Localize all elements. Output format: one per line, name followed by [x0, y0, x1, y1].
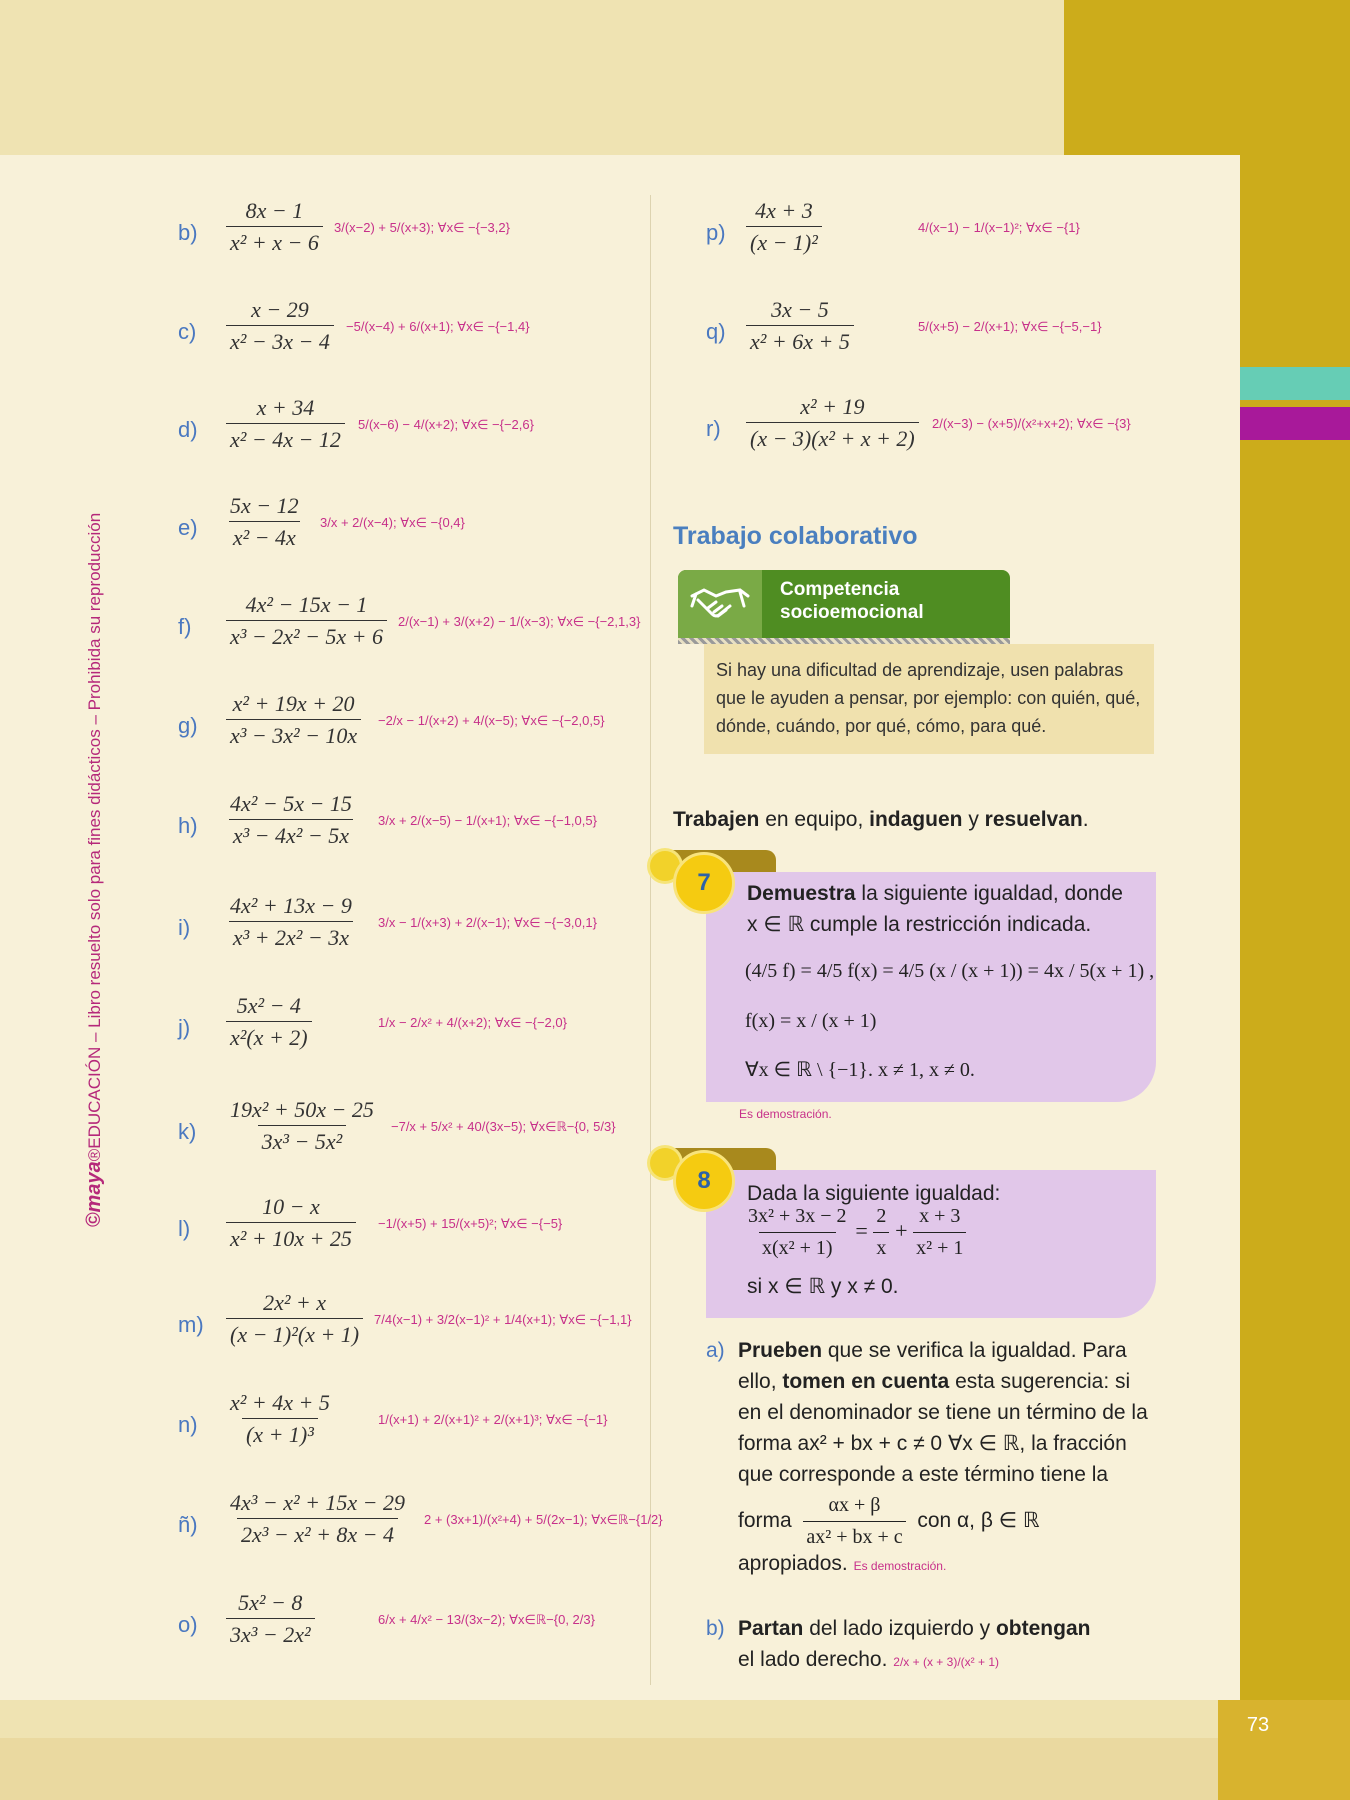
plus-sign: + [895, 1218, 914, 1244]
fraction-denominator: (x − 1)² [746, 226, 822, 256]
item-a-text [738, 1335, 1158, 1490]
fraction-numerator: 5x² − 4 [236, 993, 301, 1018]
exercise-answer: 3/x + 2/(x−5) − 1/(x+1); ∀x∈ −{−1,0,5} [378, 813, 597, 828]
maya-logo-text: ©maya [83, 1161, 105, 1228]
exercise-fraction [226, 1390, 334, 1448]
exercise-label: h) [178, 813, 198, 838]
fraction-numerator: 4x² − 15x − 1 [245, 592, 368, 617]
item-a-end [738, 1548, 1138, 1582]
exercise-label: n) [178, 1412, 198, 1437]
item-a-keyword: tomen en cuenta [782, 1370, 950, 1393]
rhs-fraction-2 [913, 1201, 966, 1264]
fraction-denominator: x² − 4x − 12 [226, 423, 345, 453]
lhs-fraction [745, 1201, 850, 1264]
exercise-label: o) [178, 1612, 198, 1637]
fraction-denominator: 3x³ − 5x² [258, 1125, 347, 1155]
exercise-fraction [746, 394, 919, 452]
exercise-answer: 2/(x−3) − (x+5)/(x²+x+2); ∀x∈ −{3} [932, 416, 1131, 431]
exercise-label: r) [706, 416, 721, 441]
fraction-numerator: 5x² − 8 [238, 1590, 303, 1615]
team-instruction [673, 808, 1089, 832]
form-word: forma [738, 1509, 792, 1533]
fraction-denominator: x³ − 4x² − 5x [229, 819, 353, 849]
fraction-denominator: x² + x − 6 [226, 226, 323, 256]
general-fraction [803, 1490, 905, 1553]
activity-7-domain: ∀x ∈ ℝ \ {−1}. x ≠ 1, x ≠ 0. [745, 1059, 975, 1081]
fraction-numerator: x² + 4x + 5 [230, 1390, 330, 1415]
exercise-fraction [226, 297, 334, 355]
item-a-text2: esta sugerencia: si en el denominador se tiene un término de la forma ax² + bx + c ≠ 0 ∀x ∈ ℝ, la fracción que corresponde a este término tiene la [738, 1370, 1148, 1486]
activity-8-intro: Dada la siguiente igualdad: [747, 1182, 1001, 1205]
rhs1-denominator: x [873, 1232, 889, 1264]
copyright-notice: ®EDUCACIÓN – Libro resuelto solo para fines didácticos – Prohibida su reproducción [85, 512, 104, 1162]
activity-8-equality [745, 1201, 1145, 1264]
competencia-title: Competencia socioemocional [780, 579, 924, 623]
item-a-end-text: apropiados. [738, 1552, 848, 1575]
rhs1-numerator: 2 [876, 1205, 887, 1227]
rhs2-denominator: x² + 1 [913, 1232, 966, 1264]
exercise-label: l) [178, 1216, 191, 1241]
item-b-text2: el lado derecho. [738, 1648, 888, 1671]
general-numerator: αx + β [828, 1494, 881, 1516]
fraction-denominator: 2x³ − x² + 8x − 4 [237, 1518, 398, 1548]
fraction-denominator: x² − 3x − 4 [226, 325, 334, 355]
fraction-denominator: x² − 4x [229, 521, 300, 551]
lhs-numerator: 3x² + 3x − 2 [748, 1205, 847, 1227]
item-b-verb: Partan [738, 1617, 804, 1640]
teal-section-tab [1240, 367, 1350, 400]
exercise-answer: 3/x + 2/(x−4); ∀x∈ −{0,4} [320, 515, 465, 530]
fraction-denominator: x³ − 3x² − 10x [226, 719, 361, 749]
item-b-label: b) [706, 1617, 725, 1640]
page-number: 73 [1246, 1714, 1270, 1736]
item-a-label: a) [706, 1339, 725, 1362]
fraction-numerator: x − 29 [251, 297, 309, 322]
exercise-label: c) [178, 319, 197, 344]
exercise-label: e) [178, 515, 198, 540]
activity-7-text1: la siguiente igualdad, donde [855, 882, 1123, 905]
fraction-denominator: (x − 3)(x² + x + 2) [746, 422, 919, 452]
activity-7-text2: x ∈ ℝ cumple la restricción indicada. [747, 913, 1092, 936]
exercise-label: ñ) [178, 1512, 198, 1537]
exercise-fraction [226, 395, 345, 453]
exercise-answer: 5/(x+5) − 2/(x+1); ∀x∈ −{−5,−1} [918, 319, 1102, 334]
exercise-label: k) [178, 1119, 197, 1144]
magenta-section-tab [1240, 407, 1350, 440]
exercise-fraction [226, 1194, 356, 1252]
activity-8-condition: si x ∈ ℝ y x ≠ 0. [747, 1275, 899, 1298]
exercise-answer: 6/x + 4/x² − 13/(3x−2); ∀x∈ℝ−{0, 2/3} [378, 1612, 595, 1627]
rhs2-numerator: x + 3 [919, 1205, 961, 1227]
activity-7-function: f(x) = x / (x + 1) [745, 1010, 877, 1032]
exercise-fraction [746, 198, 822, 256]
exercise-fraction [226, 198, 323, 256]
fraction-denominator: (x − 1)²(x + 1) [226, 1318, 363, 1348]
gold-side-strip [1240, 355, 1350, 1700]
exercise-label: f) [178, 614, 192, 639]
exercise-label: m) [178, 1312, 204, 1337]
exercise-fraction [226, 1490, 409, 1548]
fraction-numerator: x + 34 [256, 395, 315, 420]
exercise-fraction [226, 1590, 315, 1648]
instruction-keyword: indaguen [869, 808, 963, 831]
fraction-numerator: 2x² + x [263, 1290, 327, 1315]
exercise-answer: 1/x − 2/x² + 4/(x+2); ∀x∈ −{−2,0} [378, 1015, 567, 1030]
instruction-text: en equipo, [759, 808, 870, 831]
exercise-fraction [746, 297, 854, 355]
exercise-label: d) [178, 417, 198, 442]
column-divider [650, 195, 651, 1685]
fraction-numerator: 3x − 5 [771, 297, 829, 322]
fraction-numerator: 4x² + 13x − 9 [230, 893, 352, 918]
exercise-label: g) [178, 713, 198, 738]
competencia-tip: Si hay una dificultad de aprendizaje, usen palabras que le ayuden a pensar, por ejemplo: con quién, qué, dónde, cuándo, por qué, cómo, para qué. [704, 644, 1154, 754]
exercise-fraction [226, 493, 303, 551]
exercise-answer: 7/4(x−1) + 3/2(x−1)² + 1/4(x+1); ∀x∈ −{−1,1} [374, 1312, 632, 1327]
exercise-fraction [226, 1097, 378, 1155]
instruction-text: . [1082, 808, 1089, 831]
exercise-fraction [226, 1290, 363, 1348]
bottom-band [0, 1738, 1350, 1800]
exercise-fraction [226, 691, 361, 749]
item-a-verb: Prueben [738, 1339, 823, 1362]
exercise-answer: −5/(x−4) + 6/(x+1); ∀x∈ −{−1,4} [346, 319, 530, 334]
activity-7-verb: Demuestra [747, 882, 856, 905]
item-b-text1: del lado izquierdo y [803, 1617, 996, 1640]
rhs-fraction-1 [873, 1201, 889, 1264]
fraction-numerator: x² + 19 [800, 394, 865, 419]
top-band [0, 0, 1064, 155]
exercise-label: i) [178, 915, 191, 940]
lhs-denominator: x(x² + 1) [759, 1232, 836, 1264]
exercise-answer: 2/(x−1) + 3/(x+2) − 1/(x−3); ∀x∈ −{−2,1,3} [398, 614, 641, 629]
activity-7-equation: (4/5 f) = 4/5 f(x) = 4/5 (x / (x + 1)) = 4x / 5(x + 1) , [745, 960, 1155, 982]
exercise-answer: −1/(x+5) + 15/(x+5)²; ∀x∈ −{−5} [378, 1216, 563, 1231]
fraction-denominator: x² + 6x + 5 [746, 325, 854, 355]
exercise-fraction [226, 791, 356, 849]
exercise-answer: 2 + (3x+1)/(x²+4) + 5/(2x−1); ∀x∈ℝ−{1/2} [424, 1512, 663, 1527]
item-a-form [738, 1490, 1158, 1553]
equals-sign: = [855, 1218, 874, 1244]
item-b-answer-note: 2/x + (x + 3)/(x² + 1) [893, 1655, 999, 1669]
exercise-answer: 1/(x+1) + 2/(x+1)² + 2/(x+1)³; ∀x∈ −{−1} [378, 1412, 608, 1427]
general-denominator: ax² + bx + c [803, 1521, 905, 1553]
instruction-keyword: resuelvan [984, 808, 1083, 831]
item-b-text [738, 1613, 1158, 1678]
fraction-denominator: x² + 10x + 25 [226, 1222, 356, 1252]
exercise-answer: −2/x − 1/(x+2) + 4/(x−5); ∀x∈ −{−2,0,5} [378, 713, 605, 728]
exercise-fraction [226, 993, 312, 1051]
fraction-numerator: 4x + 3 [755, 198, 813, 223]
form-condition: con α, β ∈ ℝ [917, 1509, 1040, 1533]
activity-7-number: 7 [673, 852, 735, 914]
section-heading: Trabajo colaborativo [673, 522, 918, 550]
fraction-numerator: 4x³ − x² + 15x − 29 [230, 1490, 406, 1515]
fraction-denominator: x³ − 2x² − 5x + 6 [226, 620, 387, 650]
fraction-denominator: (x + 1)³ [242, 1418, 318, 1448]
copyright-side-text [83, 420, 113, 1320]
fraction-numerator: 8x − 1 [245, 198, 304, 223]
instruction-keyword: Trabajen [673, 808, 760, 831]
fraction-denominator: x²(x + 2) [226, 1021, 312, 1051]
exercise-answer: 3/(x−2) + 5/(x+3); ∀x∈ −{−3,2} [334, 220, 510, 235]
instruction-text: y [962, 808, 985, 831]
item-a-text1: que se verifica la igualdad. Para ello, [738, 1339, 1127, 1393]
exercise-label: b) [178, 220, 198, 245]
fraction-numerator: x² + 19x + 20 [232, 691, 355, 716]
fraction-numerator: 10 − x [262, 1194, 320, 1219]
fraction-denominator: 3x³ − 2x² [226, 1618, 315, 1648]
exercise-answer: 5/(x−6) − 4/(x+2); ∀x∈ −{−2,6} [358, 417, 534, 432]
fraction-numerator: 5x − 12 [230, 493, 299, 518]
fraction-numerator: 4x² − 5x − 15 [230, 791, 352, 816]
exercise-fraction [226, 893, 356, 951]
exercise-answer: −7/x + 5/x² + 40/(3x−5); ∀x∈ℝ−{0, 5/3} [391, 1119, 616, 1134]
fraction-denominator: x³ + 2x² − 3x [229, 921, 353, 951]
activity-7-statement [747, 878, 1147, 940]
exercise-label: p) [706, 220, 726, 245]
exercise-answer: 3/x − 1/(x+3) + 2/(x−1); ∀x∈ −{−3,0,1} [378, 915, 597, 930]
handshake-icon [678, 570, 762, 638]
activity-8-number: 8 [673, 1150, 735, 1212]
exercise-label: q) [706, 319, 726, 344]
item-b-keyword: obtengan [995, 1617, 1091, 1640]
exercise-answer: 4/(x−1) − 1/(x−1)²; ∀x∈ −{1} [918, 220, 1080, 235]
exercise-fraction [226, 592, 387, 650]
item-a-answer-note: Es demostración. [853, 1559, 947, 1573]
activity-7-answer-note: Es demostración. [739, 1107, 832, 1121]
exercise-label: j) [178, 1015, 191, 1040]
fraction-numerator: 19x² + 50x − 25 [230, 1097, 374, 1122]
